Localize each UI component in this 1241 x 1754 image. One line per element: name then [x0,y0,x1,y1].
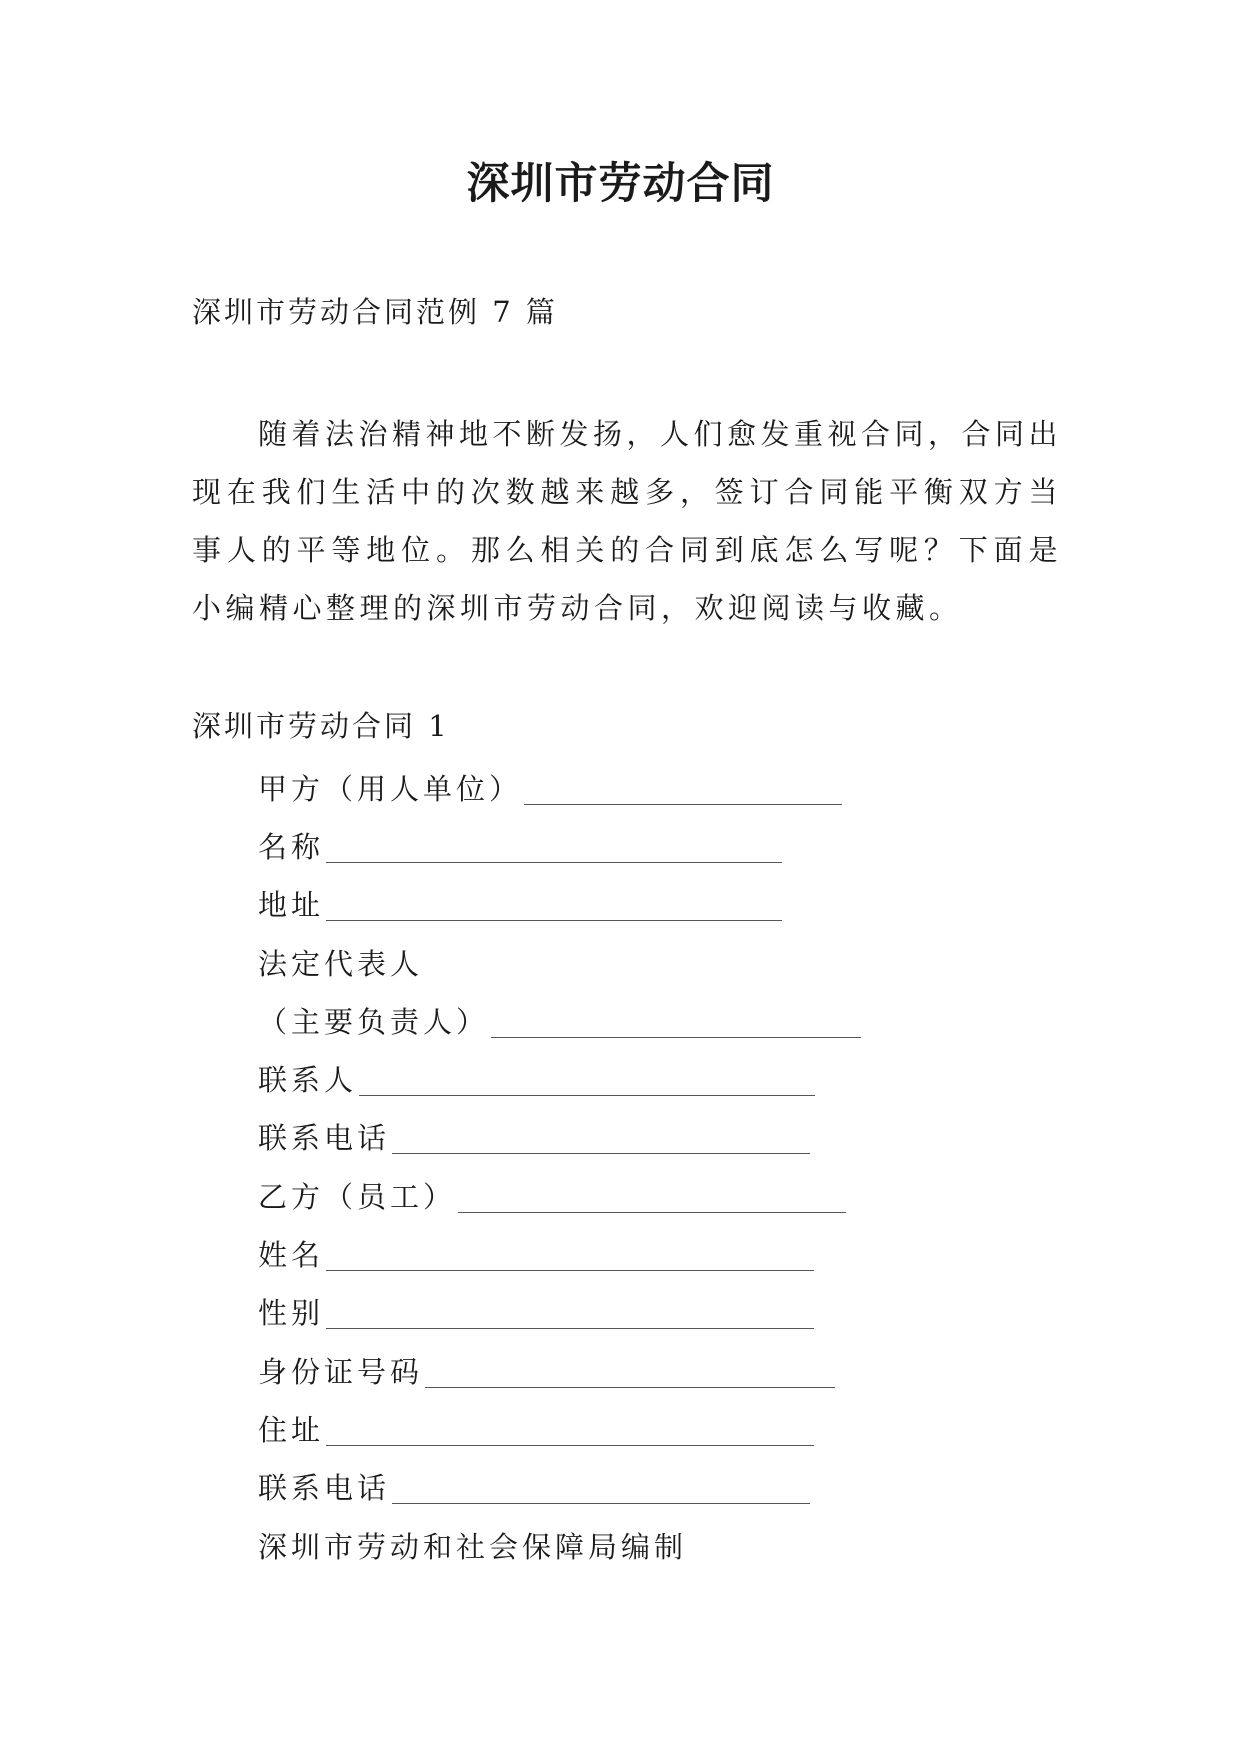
field-label: 联系电话 [258,1471,391,1506]
field-party-b [258,1166,958,1224]
blank-line[interactable] [392,1469,810,1504]
section-heading: 深圳市劳动合同 1 [192,709,450,743]
field-label: 联系人 [258,1063,358,1098]
field-contact-phone-a [258,1108,958,1166]
blank-line[interactable] [491,1003,861,1038]
blank-line[interactable] [359,1061,815,1096]
field-gender [258,1283,958,1341]
field-label: 姓名 [258,1238,325,1273]
blank-line[interactable] [326,828,782,863]
blank-line[interactable] [326,1236,814,1271]
field-label: 乙方（员工） [258,1179,457,1214]
blank-line[interactable] [524,770,842,805]
blank-line[interactable] [326,1294,814,1329]
field-employee-name [258,1224,958,1282]
field-contact-phone-b [258,1458,958,1516]
field-main-person [258,991,958,1049]
blank-line[interactable] [425,1353,835,1388]
field-legal-rep [258,933,958,991]
blank-line[interactable] [392,1119,810,1154]
field-label: （主要负责人） [258,1004,490,1039]
field-residence [258,1399,958,1457]
field-label: 法定代表人 [258,946,424,981]
field-label: 身份证号码 [258,1354,424,1389]
document-subtitle: 深圳市劳动合同范例 7 篇 [192,295,558,329]
field-label: 名称 [258,829,325,864]
blank-line[interactable] [326,886,782,921]
field-label: 甲方（用人单位） [258,771,523,806]
field-name [258,816,958,874]
contract-field-list [258,758,958,1574]
field-label: 地址 [258,888,325,923]
field-label: 深圳市劳动和社会保障局编制 [258,1529,688,1564]
field-label: 住址 [258,1412,325,1447]
intro-paragraph: 随着法治精神地不断发扬，人们愈发重视合同，合同出现在我们生活中的次数越来越多，签订合同能平衡双方当事人的平等地位。那么相关的合同到底怎么写呢？下面是小编精心整理的深圳市劳动合同，欢迎阅读与收藏。 [192,417,1063,625]
field-party-a [258,758,958,816]
field-address [258,875,958,933]
field-label: 性别 [258,1296,325,1331]
page-title: 深圳市劳动合同 [466,159,775,209]
field-compiled-by [258,1516,958,1574]
field-label: 联系电话 [258,1121,391,1156]
blank-line[interactable] [326,1411,814,1446]
field-id-number [258,1341,958,1399]
field-contact-person [258,1049,958,1107]
blank-line[interactable] [458,1178,846,1213]
